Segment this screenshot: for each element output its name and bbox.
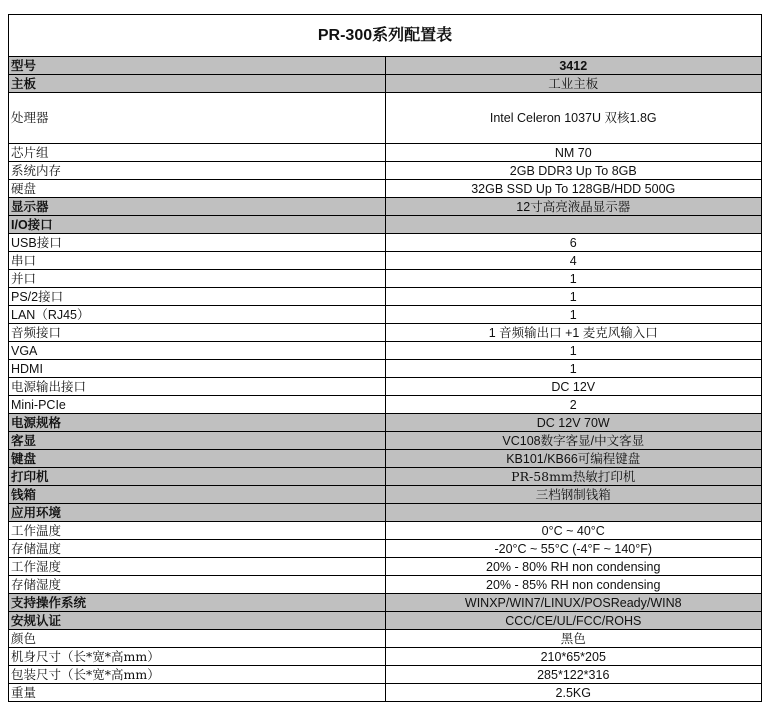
table-row xyxy=(9,504,762,522)
row-value: 1 xyxy=(385,342,762,360)
table-row xyxy=(9,648,762,666)
row-value: 2GB DDR3 Up To 8GB xyxy=(385,162,762,180)
table-row xyxy=(9,630,762,648)
table-title: PR-300系列配置表 xyxy=(9,15,762,57)
table-row xyxy=(9,93,762,144)
table-row xyxy=(9,144,762,162)
row-label: 硬盘 xyxy=(9,180,386,198)
row-label: 芯片组 xyxy=(9,144,386,162)
table-row xyxy=(9,432,762,450)
table-row xyxy=(9,162,762,180)
row-label: 并口 xyxy=(9,270,386,288)
row-label: 工作湿度 xyxy=(9,558,386,576)
row-value: CCC/CE/UL/FCC/ROHS xyxy=(385,612,762,630)
row-value: 20% - 85% RH non condensing xyxy=(385,576,762,594)
row-value: KB101/KB66可编程键盘 xyxy=(385,450,762,468)
row-value: 32GB SSD Up To 128GB/HDD 500G xyxy=(385,180,762,198)
row-label: 电源规格 xyxy=(9,414,386,432)
row-label: 音频接口 xyxy=(9,324,386,342)
row-value: 1 音频输出口 +1 麦克风输入口 xyxy=(385,324,762,342)
table-row xyxy=(9,468,762,486)
row-label: 显示器 xyxy=(9,198,386,216)
row-label: 钱箱 xyxy=(9,486,386,504)
row-value: 1 xyxy=(385,360,762,378)
table-row xyxy=(9,360,762,378)
row-value: DC 12V xyxy=(385,378,762,396)
table-row xyxy=(9,540,762,558)
row-value: 1 xyxy=(385,270,762,288)
table-row xyxy=(9,414,762,432)
row-label: Mini-PCIe xyxy=(9,396,386,414)
row-value: Intel Celeron 1037U 双核1.8G xyxy=(385,93,762,144)
row-label: PS/2接口 xyxy=(9,288,386,306)
row-label: 打印机 xyxy=(9,468,386,486)
table-row xyxy=(9,306,762,324)
table-row xyxy=(9,522,762,540)
row-value: 285*122*316 xyxy=(385,666,762,684)
table-row xyxy=(9,576,762,594)
table-row xyxy=(9,57,762,75)
table-row xyxy=(9,75,762,93)
row-label: 安规认证 xyxy=(9,612,386,630)
row-value xyxy=(385,504,762,522)
row-value: 1 xyxy=(385,288,762,306)
row-value: DC 12V 70W xyxy=(385,414,762,432)
row-label: 工作温度 xyxy=(9,522,386,540)
row-label: USB接口 xyxy=(9,234,386,252)
table-row xyxy=(9,288,762,306)
table-row xyxy=(9,378,762,396)
table-row xyxy=(9,558,762,576)
row-value: 三档钢制钱箱 xyxy=(385,486,762,504)
table-row xyxy=(9,684,762,702)
row-label: 键盘 xyxy=(9,450,386,468)
spec-table xyxy=(8,14,762,702)
row-label: 存储温度 xyxy=(9,540,386,558)
table-row xyxy=(9,270,762,288)
row-value: 4 xyxy=(385,252,762,270)
row-label: 主板 xyxy=(9,75,386,93)
table-row xyxy=(9,234,762,252)
row-value: -20°C ~ 55°C (-4°F ~ 140°F) xyxy=(385,540,762,558)
row-value: 2 xyxy=(385,396,762,414)
row-label: 型号 xyxy=(9,57,386,75)
row-label: 包装尺寸（长*宽*高mm） xyxy=(9,666,386,684)
row-value: 6 xyxy=(385,234,762,252)
row-label: 客显 xyxy=(9,432,386,450)
row-value: 210*65*205 xyxy=(385,648,762,666)
table-row xyxy=(9,486,762,504)
row-label: 支持操作系统 xyxy=(9,594,386,612)
row-label: I/O接口 xyxy=(9,216,386,234)
row-value xyxy=(385,216,762,234)
table-row xyxy=(9,594,762,612)
row-label: VGA xyxy=(9,342,386,360)
table-row xyxy=(9,666,762,684)
table-row xyxy=(9,324,762,342)
table-row xyxy=(9,180,762,198)
row-value: 工业主板 xyxy=(385,75,762,93)
row-label: 重量 xyxy=(9,684,386,702)
table-row xyxy=(9,612,762,630)
row-value: 2.5KG xyxy=(385,684,762,702)
row-value: 黑色 xyxy=(385,630,762,648)
table-row xyxy=(9,450,762,468)
row-label: 颜色 xyxy=(9,630,386,648)
row-value: NM 70 xyxy=(385,144,762,162)
row-value: 1 xyxy=(385,306,762,324)
row-value: VC108数字客显/中文客显 xyxy=(385,432,762,450)
row-value: PR-58mm热敏打印机 xyxy=(385,468,762,486)
row-value: WINXP/WIN7/LINUX/POSReady/WIN8 xyxy=(385,594,762,612)
row-label: 存储湿度 xyxy=(9,576,386,594)
row-label: LAN（RJ45） xyxy=(9,306,386,324)
table-row xyxy=(9,396,762,414)
row-value: 3412 xyxy=(385,57,762,75)
table-row xyxy=(9,252,762,270)
table-row xyxy=(9,342,762,360)
table-row xyxy=(9,216,762,234)
row-value: 0°C ~ 40°C xyxy=(385,522,762,540)
row-label: HDMI xyxy=(9,360,386,378)
row-label: 系统内存 xyxy=(9,162,386,180)
row-value: 12寸高亮液晶显示器 xyxy=(385,198,762,216)
row-label: 机身尺寸（长*宽*高mm） xyxy=(9,648,386,666)
title-row xyxy=(9,15,762,57)
row-label: 电源输出接口 xyxy=(9,378,386,396)
row-label: 处理器 xyxy=(9,93,386,144)
table-row xyxy=(9,198,762,216)
row-label: 串口 xyxy=(9,252,386,270)
row-value: 20% - 80% RH non condensing xyxy=(385,558,762,576)
row-label: 应用环境 xyxy=(9,504,386,522)
